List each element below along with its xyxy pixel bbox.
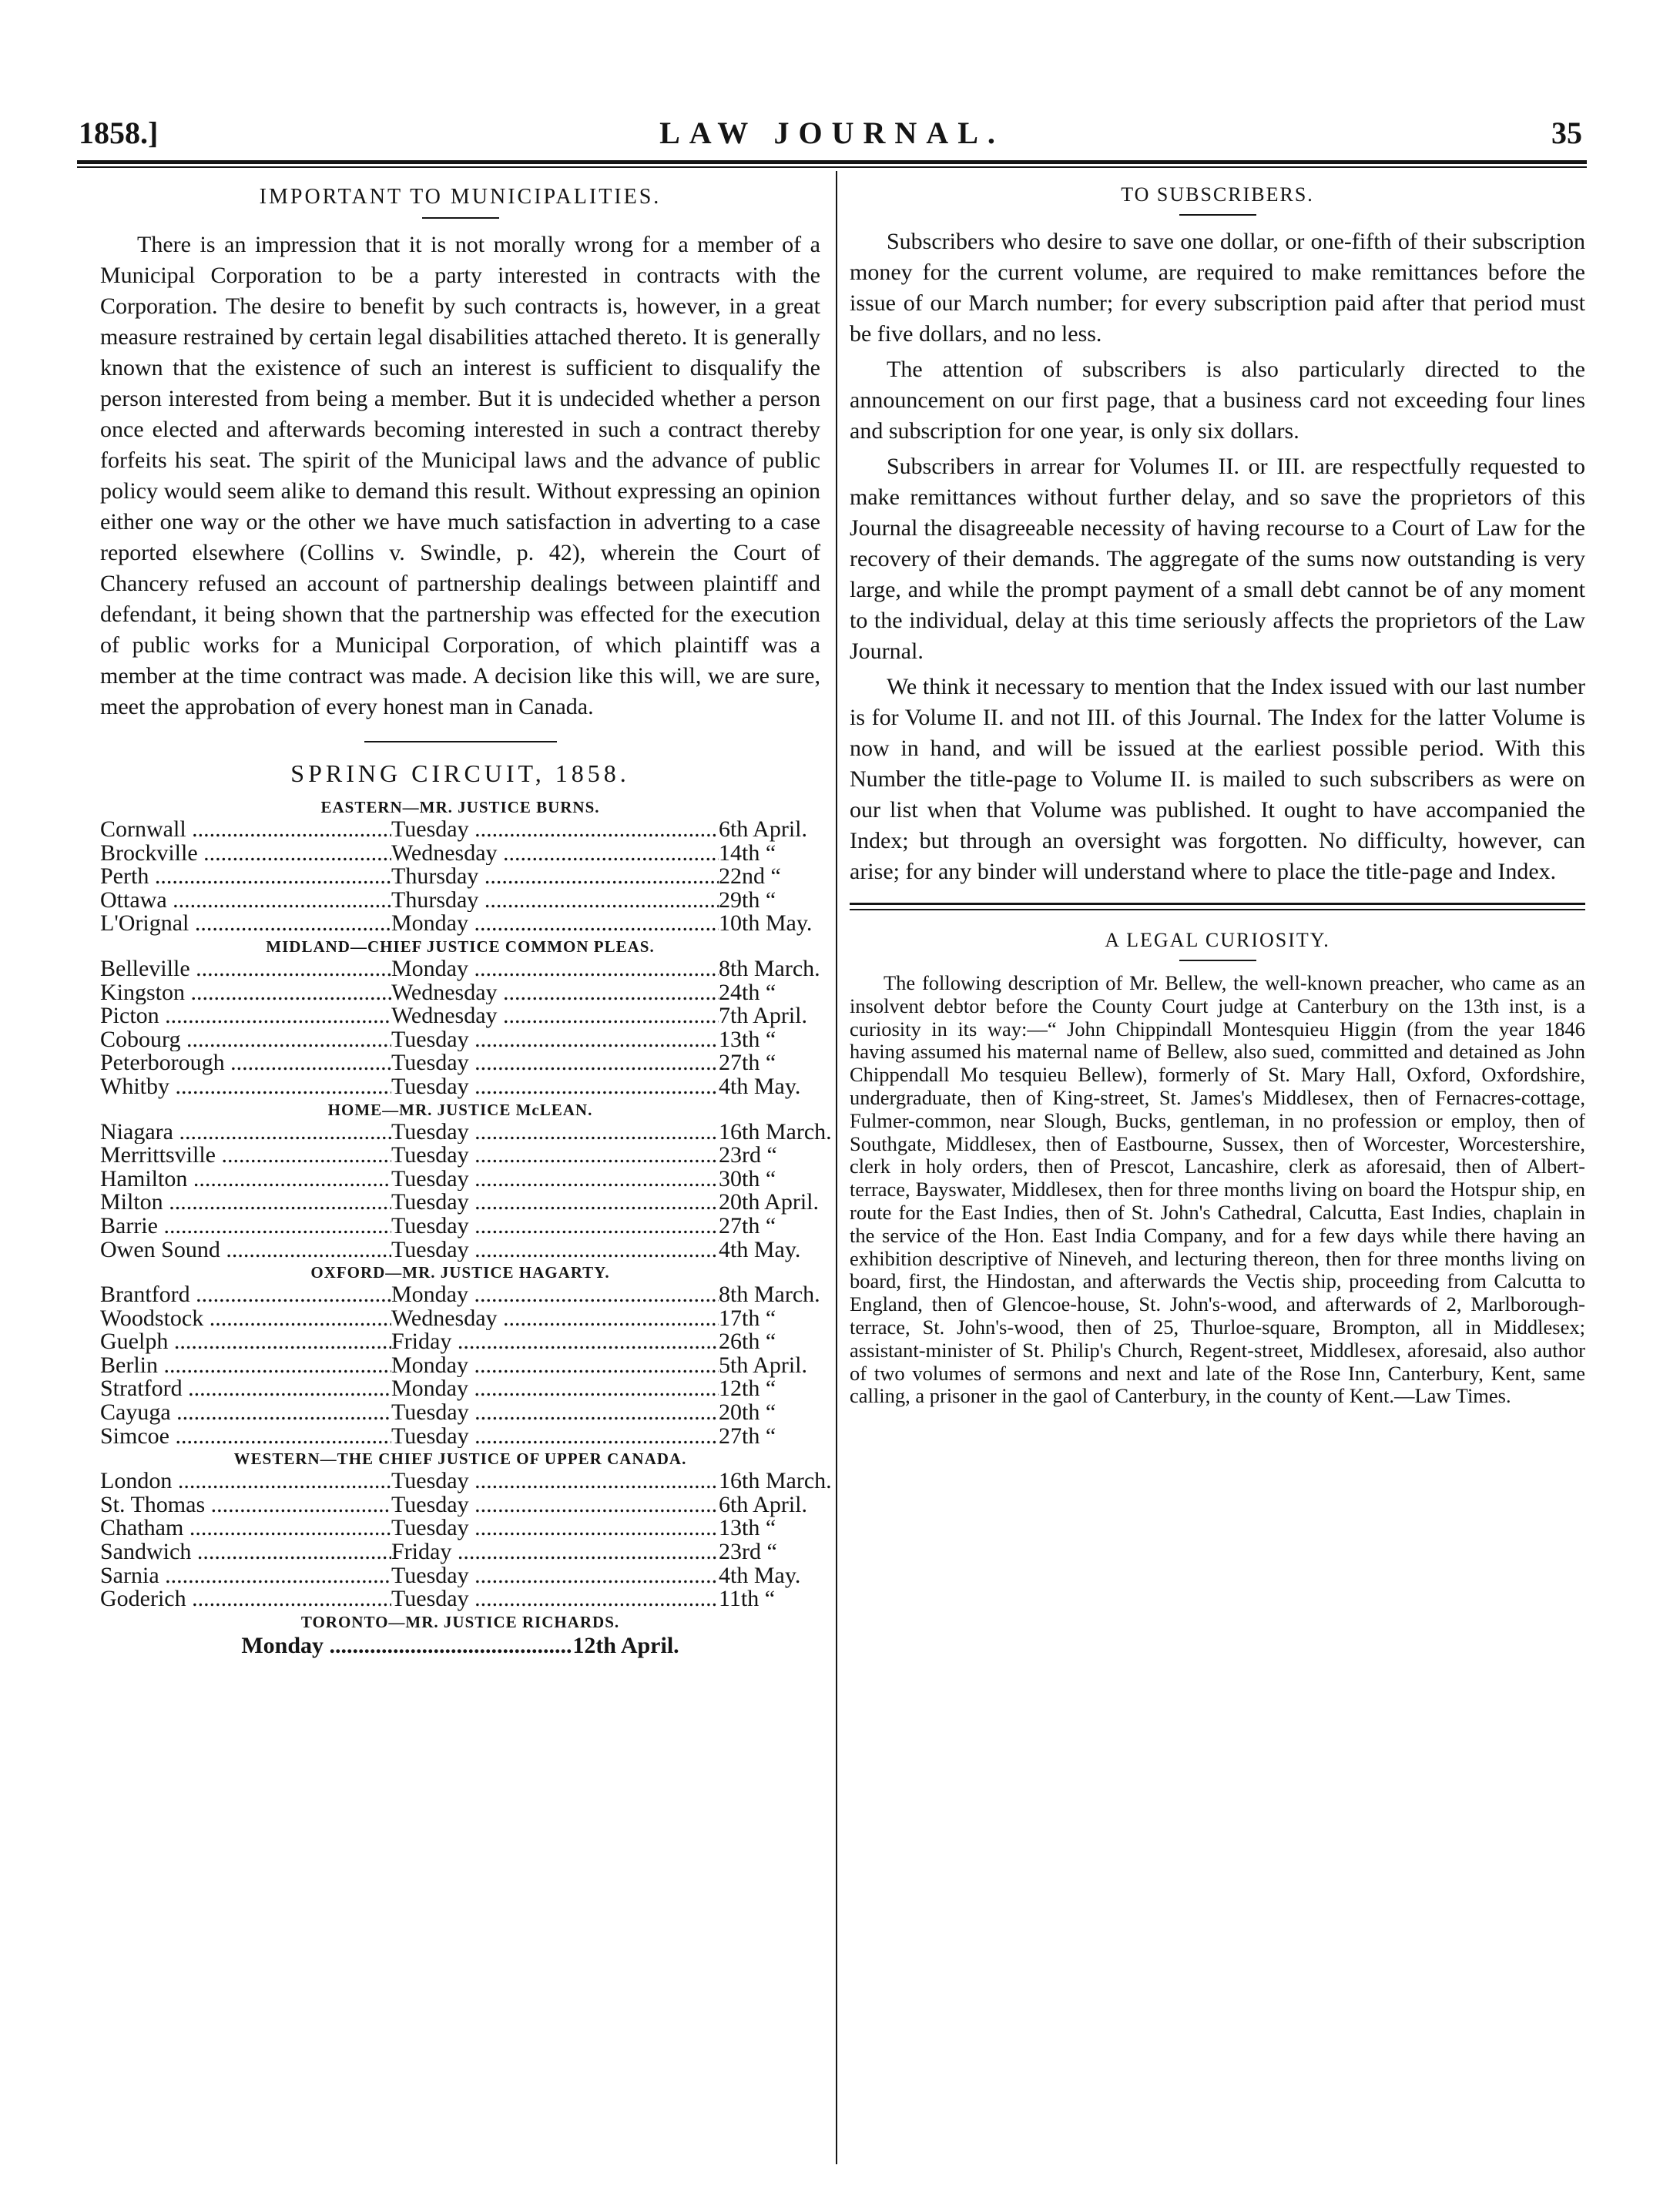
circuit-date: 29th “ [719,886,776,913]
circuit-row [100,1468,832,1494]
circuit-town: Merrittsville ..... [100,1144,391,1168]
circuit-date: 6th April. [719,1491,808,1517]
circuit-town: Hamilton ..... [100,1168,391,1191]
heading-rule [1179,960,1256,961]
circuit-row [100,1354,820,1378]
circuit-date: 5th April. [719,1352,808,1378]
article-paragraph: There is an impression that it is not morally wrong for a member of a Municipal Corporation to be a party interested in contracts with the Corporation. The desire to benefit by such contracts is, however, in a great measure restrained by certain legal disabilities attached thereto. It is generally known that the existence of such an interest is sufficient to disqualify the person interested from being a member. But it is undecided whether a person once elected and afterwards becoming interested in such a contract thereby forfeits his seat. The spirit of the Municipal laws and the advance of public policy would seem alike to demand this result. Without expressing an opinion either one way or the other we have much satisfaction in adverting to a case reported elsewhere (Collins v. Swindle, p. 42), wherein the Court of Chancery refused an account of partnership dealings between plaintiff and defendant, it being shown that the partnership was effected for the execution of public works for a Municipal Corporation, of which plaintiff was a member at the time contract was made. A decision like this will, we are sure, meet the approbation of every honest man in Canada. [100,232,820,719]
section-rule [364,741,557,742]
circuit-day: Tuesday ..... [391,1144,719,1168]
circuit-day: Tuesday ..... [391,1051,719,1075]
section-double-rule [850,903,1585,910]
circuit-day: Tuesday ..... [391,1517,719,1540]
circuit-day: Tuesday ..... [391,1168,719,1191]
circuit-day: Wednesday ..... [391,1307,719,1331]
circuit-town: Simcoe ..... [100,1425,391,1449]
circuit-row [100,1283,820,1307]
circuit-town: Brockville ..... [100,842,391,866]
circuit-day: Monday ..... [391,957,719,981]
circuit-date: 26th “ [719,1329,776,1355]
circuit-row [100,1377,820,1401]
circuit-day: Wednesday ..... [391,842,719,866]
circuit-day: Monday ..... [391,912,719,936]
circuit-date: 8th March. [719,955,820,981]
circuit-day: Tuesday ..... [391,1470,719,1493]
circuit-date: 27th “ [719,1423,776,1449]
circuit-town: Brantford ..... [100,1283,391,1307]
column-divider [836,171,837,2164]
circuit-row [100,1165,820,1191]
circuit-day: Tuesday ..... [391,1587,719,1611]
spring-circuit-table [100,758,832,1659]
circuit-day: Thursday ..... [391,865,719,889]
subscribers-paragraph-1: Subscribers who desire to save one dollar, or one-fifth of their subscription money for the current volume, are required to make remittances before the issue of our March number; for every subscription paid after that period must be five dollars, and no less. [850,229,1585,347]
circuit-town: Ottawa ..... [100,889,391,913]
circuit-date: 23rd “ [719,1539,777,1565]
circuit-day: Tuesday ..... [391,1493,719,1517]
circuit-date: 24th “ [719,979,776,1005]
circuit-day: Tuesday ..... [391,1215,719,1238]
article-heading: IMPORTANT TO MUNICIPALITIES. [259,185,662,209]
division-heading: MIDLAND—CHIEF JUSTICE COMMON PLEAS. [266,937,655,956]
circuit-row [100,886,820,913]
circuit-day: Tuesday ..... [391,1121,719,1145]
article-municipalities [100,183,820,722]
circuit-day: Thursday ..... [391,889,719,913]
header-rule-thin [77,166,1587,168]
circuit-date: 14th “ [719,840,776,866]
circuit-day: Tuesday ..... [391,1028,719,1052]
circuit-town: Barrie ..... [100,1215,391,1238]
circuit-town: Sandwich ..... [100,1540,391,1564]
circuit-town: Picton ..... [100,1004,391,1028]
journal-title: LAW JOURNAL. [659,116,1004,150]
circuit-row [100,818,820,842]
circuit-body [100,796,832,1612]
circuit-town: Cayuga ..... [100,1401,391,1425]
circuit-day: Tuesday ..... [391,1075,719,1099]
page-number: 35 [1551,116,1582,150]
circuit-day: Tuesday ..... [391,818,719,842]
circuit-row [100,1028,820,1052]
circuit-date: 4th May. [719,1073,801,1099]
article-heading: A LEGAL CURIOSITY. [1105,929,1330,951]
circuit-date: 22nd “ [719,863,781,890]
circuit-town: Cobourg ..... [100,1028,391,1052]
circuit-town: Sarnia ..... [100,1564,391,1588]
circuit-day: Friday ..... [391,1330,719,1354]
circuit-date: 4th May. [719,1236,801,1262]
circuit-row [100,1004,820,1028]
circuit-row [100,1540,820,1564]
circuit-date: 12th April. [572,1632,679,1658]
circuit-date: 7th April. [719,1003,808,1029]
division-heading: WESTERN—THE CHIEF JUSTICE OF UPPER CANADA. [233,1450,687,1469]
circuit-town: Belleville ..... [100,957,391,981]
circuit-day: Monday ..... [391,1283,719,1307]
circuit-town: L'Orignal ..... [100,912,391,936]
circuit-day: Tuesday ..... [391,1425,719,1449]
circuit-row [100,1401,820,1425]
heading-rule [1179,214,1256,216]
toronto-row [100,1633,820,1659]
circuit-row [100,1075,820,1099]
circuit-town: Guelph ..... [100,1330,391,1354]
circuit-town: Niagara ..... [100,1121,391,1145]
circuit-date: 23rd “ [719,1142,777,1168]
circuit-town: Goderich ..... [100,1587,391,1611]
circuit-day: Tuesday ..... [391,1564,719,1588]
circuit-row [100,1307,820,1331]
header-rule-thick [77,160,1587,164]
circuit-town: Kingston ..... [100,981,391,1005]
circuit-row [100,1425,820,1449]
circuit-town: London ..... [100,1470,391,1493]
circuit-town: Peterborough ..... [100,1051,391,1075]
circuit-date: 12th “ [719,1376,776,1402]
circuit-row [100,1587,820,1611]
circuit-date: 10th May. [719,910,813,937]
circuit-day: Monday ..... [241,1633,572,1659]
circuit-date: 16th March. [719,1118,832,1145]
division-heading: TORONTO—MR. JUSTICE RICHARDS. [300,1612,620,1631]
article-heading: TO SUBSCRIBERS. [1121,183,1314,206]
circuit-date: 6th April. [719,816,808,842]
circuit-date: 11th “ [719,1586,776,1612]
circuit-day: Wednesday ..... [391,981,719,1005]
circuit-date: 27th “ [719,1050,776,1076]
division-heading: EASTERN—MR. JUSTICE BURNS. [320,798,600,816]
circuit-town: Chatham ..... [100,1517,391,1540]
circuit-row [100,912,820,936]
circuit-town: Milton ..... [100,1191,391,1215]
circuit-date: 8th March. [719,1282,820,1308]
subscribers-paragraph-3: Subscribers in arrear for Volumes II. or III. are respectfully requested to make remittances without further delay, and so save the proprietors of this Journal the disagreeable necessity of having recourse to a Court of Law for the recovery of their demands. The aggregate of the sums now outstanding is very large, and while the prompt payment of a small debt cannot be of any moment to the individual, delay at this time seriously affects the proprietors of the Law Journal. [850,454,1585,664]
circuit-town: Cornwall ..... [100,818,391,842]
right-column [850,179,1585,1408]
article-subscribers [850,182,1585,887]
circuit-row [100,1517,820,1540]
circuit-date: 27th “ [719,1212,776,1238]
article-legal-curiosity [850,927,1585,1408]
circuit-date: 30th “ [719,1165,776,1191]
circuit-town: St. Thomas ..... [100,1493,391,1517]
circuit-day: Tuesday ..... [391,1191,719,1215]
circuit-town: Stratford ..... [100,1377,391,1401]
circuit-row [100,1051,820,1075]
circuit-town: Berlin ..... [100,1354,391,1378]
circuit-day: Tuesday ..... [391,1401,719,1425]
circuit-date: 20th “ [719,1399,776,1426]
circuit-row [100,981,820,1005]
circuit-town: Perth ..... [100,865,391,889]
circuit-date: 13th “ [719,1515,776,1541]
circuit-date: 20th April. [719,1189,820,1215]
division-heading: OXFORD—MR. JUSTICE HAGARTY. [310,1263,610,1282]
circuit-day: Monday ..... [391,1354,719,1378]
circuit-row [100,1144,820,1168]
circuit-row [100,842,820,866]
circuit-row [100,957,820,981]
circuit-town: Woodstock ..... [100,1307,391,1331]
circuit-row [100,1118,832,1145]
circuit-row [100,1564,820,1588]
circuit-date: 16th March. [719,1468,832,1494]
page-header [77,116,1587,159]
circuit-row [100,1212,820,1238]
circuit-row [100,1330,820,1354]
circuit-day: Friday ..... [391,1540,719,1564]
circuit-day: Monday ..... [391,1377,719,1401]
circuit-title: SPRING CIRCUIT, 1858. [290,759,630,787]
left-column [100,179,832,1659]
circuit-day: Tuesday ..... [391,1238,719,1262]
circuit-row [100,865,820,889]
subscribers-paragraph-2: The attention of subscribers is also particularly directed to the announcement on our first page, that a business card not exceeding four lines and subscription for one year, is only six dollars. [850,357,1585,444]
circuit-date: 13th “ [719,1026,776,1052]
circuit-day: Wednesday ..... [391,1004,719,1028]
heading-rule [422,217,499,219]
curiosity-paragraph: The following description of Mr. Bellew, the well-known preacher, who came as an insolvent debtor before the County Court judge at Canterbury on the 13th inst, is a curiosity in its way:—“ John Chippindall Montesquieu Higgin (from the year 1846 having assumed his maternal name of Bellew, also sued, committed and detained as John Chippendall Mo tesquieu Bellew), formerly of St. Mary Hall, Oxford, Oxfordshire, undergraduate, then of King-street, St. James's Middlesex, then of Fernacres-cottage, Fulmer-common, near Slough, Bucks, gentleman, in no profession or employ, then of Southgate, Middlesex, then of Eastbourne, Sussex, then of Worcester, Worcestershire, clerk in holy orders, then of Prescot, Lancashire, clerk as aforesaid, then of Albert-terrace, Bayswater, Middlesex, then for three months living on board the Hotspur ship, en route for the East Indies, then of St. John's Cathedral, Calcutta, East Indies, chaplain in the service of the Hon. East India Company, and for a few days while there having an exhibition descriptive of Nineveh, and lecturing thereon, then for three months living on board, first, the Hindostan, and afterwards the Vectis ship, proceeding from Calcutta to England, then of Glencoe-house, St. John's-wood, and afterwards of 2, Marlborough-terrace, St. John's-wood, then of 25, Thurloe-square, Brompton, all in Middlesex; assistant-minister of St. Philip's Church, Regent-street, Middlesex, aforesaid, also author of two volumes of sermons and next and late of the Rose Inn, Canterbury, Kent, same calling, a prisoner in the gaol of Canterbury, in the county of Kent.—Law Times. [850,971,1585,1408]
subscribers-paragraph-4: We think it necessary to mention that the Index issued with our last number is for Volume II. and not III. of this Journal. The Index for the latter Volume is now in hand, and will be issued at the earliest possible period. With this Number the title-page to Volume II. is mailed to such subscribers as were on our list when that Volume was published. It ought to have accompanied the Index; but through an oversight was forgotten. No difficulty, however, can arise; for any binder will understand where to place the title-page and Index. [850,674,1585,884]
circuit-town: Whitby ..... [100,1075,391,1099]
circuit-row [100,1238,820,1262]
division-heading: HOME—MR. JUSTICE McLEAN. [327,1100,593,1119]
header-date: 1858.] [79,116,159,150]
circuit-row [100,1493,820,1517]
circuit-date: 4th May. [719,1562,801,1588]
journal-page [77,116,1587,2164]
circuit-town: Owen Sound ..... [100,1238,391,1262]
circuit-row [100,1191,820,1215]
circuit-date: 17th “ [719,1305,776,1331]
